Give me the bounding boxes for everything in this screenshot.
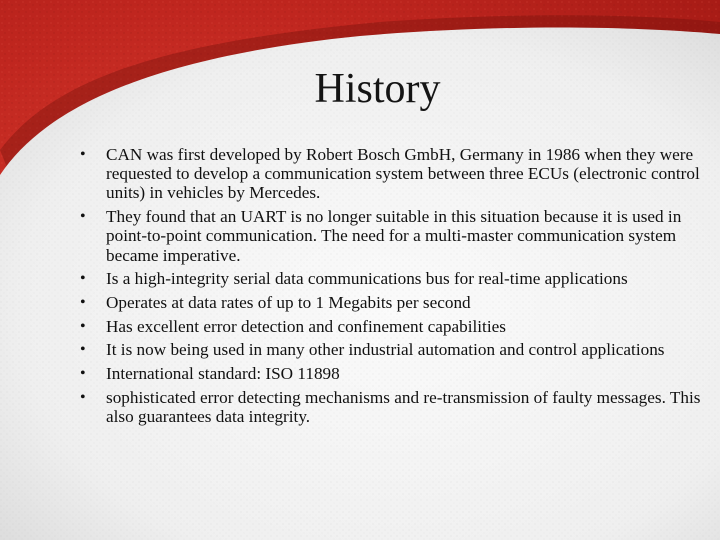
list-item — [80, 317, 720, 336]
bullet-text: It is now being used in many other industrial automation and control applications — [106, 340, 665, 360]
bullet-icon: • — [80, 341, 86, 359]
bullet-icon: • — [80, 146, 86, 163]
bullet-text: sophisticated error detecting mechanisms and re-transmission of faulty messages. This also guarantees data integrity. — [106, 387, 701, 426]
bullet-text: Has excellent error detection and confinement capabilities — [106, 316, 506, 336]
bullet-text: They found that an UART is no longer suitable in this situation because it is used in point-to-point communication. The need for a multi-master communication system became imperative. — [106, 207, 682, 265]
bullet-icon: • — [80, 365, 86, 383]
slide-title: History — [314, 66, 441, 112]
list-item — [80, 388, 720, 426]
list-item — [80, 340, 720, 359]
bullet-text: International standard: ISO 11898 — [106, 364, 340, 384]
bullet-list — [80, 145, 720, 431]
bullet-text: Operates at data rates of up to 1 Megabits per second — [106, 292, 471, 312]
bullet-icon: • — [80, 317, 86, 335]
list-item — [80, 207, 720, 265]
list-item — [80, 364, 720, 383]
bullet-icon: • — [80, 208, 86, 226]
bullet-text: Is a high-integrity serial data communications bus for real-time applications — [106, 269, 628, 289]
bullet-icon: • — [80, 388, 86, 406]
list-item — [80, 293, 720, 312]
bullet-text: CAN was first developed by Robert Bosch GmbH, Germany in 1986 when they were requested to develop a communication system between three ECUs (electronic control units) in vehicles by Mercedes. — [106, 145, 700, 203]
bullet-icon: • — [80, 293, 86, 311]
list-item — [80, 269, 720, 288]
bullet-icon: • — [80, 270, 86, 288]
list-item — [80, 145, 720, 203]
